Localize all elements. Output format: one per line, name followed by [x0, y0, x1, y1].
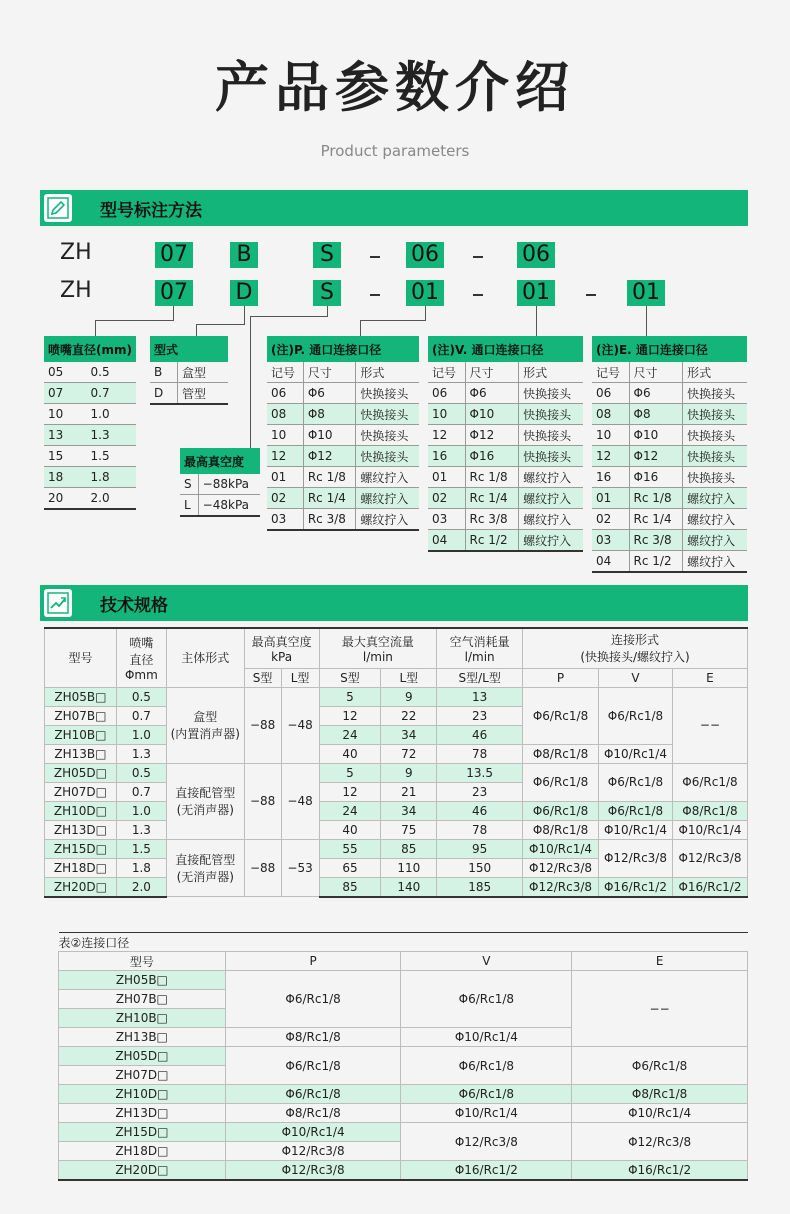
spec-header-nozzle: 喷嘴 直径 Φmm: [116, 628, 166, 687]
table-row: ZH07B□: [59, 990, 748, 1009]
code-port-v-2: 01: [517, 280, 555, 306]
port-e-table-header: (注)E. 通口连接口径: [592, 336, 747, 362]
page-subtitle: Product parameters: [320, 142, 470, 160]
code-dash: [473, 294, 483, 296]
code-dash: [586, 294, 596, 296]
table-row: ZH05D□ Φ6/Rc1/8 Φ6/Rc1/8 Φ6/Rc1/8: [59, 1047, 748, 1066]
code-form-2: D: [230, 280, 258, 306]
chart-icon: [44, 589, 72, 617]
port-size-table: 表②连接口径 型号 P V E ZH05B□ Φ6/Rc1/8 Φ6/Rc1/8 −− ZH07B□ ZH10B□ ZH13B□ Φ8/Rc1/8 Φ10/Rc1/4 ZH05D□ Φ6/Rc1/8 Φ6/Rc1/8 Φ6/Rc1/8 ZH07D□ ZH10D□ Φ6/Rc1/8 Φ6/Rc1/8 Φ8/Rc1/8 ZH13D□ Φ8/Rc1/8 Φ10/Rc1/4 Φ10/Rc1/4 ZH15D□ Φ10/Rc1/4 Φ12/Rc3/8 Φ12/Rc3/8 ZH18D□ Φ12/Rc3/8 ZH20D□ Φ12/Rc3/8 Φ16/Rc1/2 Φ16/Rc1/2: [58, 932, 748, 1181]
nozzle-table-header: 喷嘴直径(mm): [44, 336, 136, 362]
table-row: ZH10B□: [59, 1009, 748, 1028]
table-row: ZH15D□ Φ10/Rc1/4 Φ12/Rc3/8 Φ12/Rc3/8: [59, 1123, 748, 1142]
spec-section-title: 技术规格: [100, 596, 168, 616]
spec-header-body: 主体形式: [166, 628, 244, 687]
code-port-e-2: 01: [627, 280, 665, 306]
table-row: ZH13D□ 1.3 40 75 78 Φ8/Rc1/8 Φ10/Rc1/4 Φ10/Rc1/4: [45, 820, 748, 839]
code-dash: [473, 256, 483, 258]
port-p-table-header: (注)P. 通口连接口径: [267, 336, 419, 362]
nozzle-table: 喷嘴直径(mm) 05 0.5 07 0.7 10 1.0 13 1.3 15 1.5 18 1.8 20 2.0: [44, 336, 136, 510]
table2-caption: 表②连接口径: [59, 933, 748, 952]
port-p-table: (注)P. 通口连接口径 记号 尺寸 形式 06 Φ6 快换接头 08 Φ8 快换接头 10 Φ10 快换接头 12 Φ12 快换接头 01 Rc 1/8 螺纹拧入 02 Rc 1/4 螺纹拧入 03 Rc 3/8 螺纹拧入: [267, 336, 419, 531]
code-vacuum-1: S: [313, 242, 341, 268]
port-v-table-header: (注)V. 通口连接口径: [428, 336, 583, 362]
model-prefix-2: ZH: [60, 278, 92, 303]
spec-table: 型号 喷嘴 直径 Φmm 主体形式 最高真空度 kPa 最大真空流量 l/min 空气消耗量 l/min 连接形式 (快换接头/螺纹拧入) S型 L型 S型 L型 S型/L型 P V E ZH05B□ 0.5 盒型 (内置消声器) −88 −48 5 9 13 Φ6/Rc1/8 Φ6/Rc1/8 −− ZH07B□ 0.7 12 22 23 ZH10B□ 1.0 24 34 46 ZH13B□ 1.3 40 72 78 Φ8/Rc1/8 Φ10/Rc1/4 ZH05D□ 0.5 直接配管型 (无消声器) −88 −48 5 9 13.5 Φ6/Rc1/8 Φ6/Rc1/8 Φ6/Rc1/8 ZH07D□ 0.7 12 21 23 ZH10D□ 1.0 24 34 46 Φ6/Rc1/8 Φ6/Rc1/8 Φ8/Rc1/8 ZH13D□ 1.3 40 75 78 Φ8/Rc1/8 Φ10/Rc1/4 Φ10/Rc1/4 ZH15D□ 1.5 直接配管型 (无消声器) −88 −53 55 85 95 Φ10/Rc1/4 Φ12/Rc3/8 Φ12/Rc3/8 ZH18D□ 1.8 65 110 150 Φ12/Rc3/8 ZH20D□ 2.0 85 140 185 Φ12/Rc3/8 Φ16/Rc1/2 Φ16/Rc1/2: [44, 627, 748, 898]
table-row: ZH20D□ 2.0 85 140 185 Φ12/Rc3/8 Φ16/Rc1/2 Φ16/Rc1/2: [45, 877, 748, 897]
model-prefix-1: ZH: [60, 240, 92, 265]
table-row: ZH05B□ Φ6/Rc1/8 Φ6/Rc1/8 −−: [59, 971, 748, 990]
code-dash: [370, 256, 380, 258]
table-row: ZH20D□ Φ12/Rc3/8 Φ16/Rc1/2 Φ16/Rc1/2: [59, 1161, 748, 1181]
table-row: ZH10D□ 1.0 24 34 46 Φ6/Rc1/8 Φ6/Rc1/8 Φ8/Rc1/8: [45, 801, 748, 820]
code-form-1: B: [230, 242, 258, 268]
code-nozzle-2: 07: [155, 280, 193, 306]
code-port-v-1: 06: [517, 242, 555, 268]
spec-header-flow: 最大真空流量 l/min: [319, 628, 437, 668]
table-row: ZH18D□ Φ12/Rc3/8: [59, 1142, 748, 1161]
table-row: ZH05D□ 0.5 直接配管型 (无消声器) −88 −48 5 9 13.5 Φ6/Rc1/8 Φ6/Rc1/8 Φ6/Rc1/8: [45, 763, 748, 782]
table-row: ZH10D□ Φ6/Rc1/8 Φ6/Rc1/8 Φ8/Rc1/8: [59, 1085, 748, 1104]
code-nozzle-1: 07: [155, 242, 193, 268]
table-row: ZH10B□ 1.0 24 34 46: [45, 725, 748, 744]
table-row: ZH05B□ 0.5 盒型 (内置消声器) −88 −48 5 9 13 Φ6/Rc1/8 Φ6/Rc1/8 −−: [45, 687, 748, 706]
table-row: ZH13D□ Φ8/Rc1/8 Φ10/Rc1/4 Φ10/Rc1/4: [59, 1104, 748, 1123]
page-title: 产品参数介绍: [215, 56, 575, 119]
model-section-title: 型号标注方法: [100, 201, 202, 221]
vacuum-table-header: 最高真空度: [180, 448, 260, 474]
table-row: ZH07B□ 0.7 12 22 23: [45, 706, 748, 725]
code-vacuum-2: S: [313, 280, 341, 306]
spec-header-conn: 连接形式 (快换接头/螺纹拧入): [523, 628, 748, 668]
spec-header-air: 空气消耗量 l/min: [437, 628, 523, 668]
code-port-p-1: 06: [406, 242, 444, 268]
table-row: ZH18D□ 1.8 65 110 150 Φ12/Rc3/8: [45, 858, 748, 877]
spec-header-model: 型号: [45, 628, 117, 687]
table-row: ZH15D□ 1.5 直接配管型 (无消声器) −88 −53 55 85 95 Φ10/Rc1/4 Φ12/Rc3/8 Φ12/Rc3/8: [45, 839, 748, 858]
table-row: ZH07D□ 0.7 12 21 23: [45, 782, 748, 801]
port-e-table: (注)E. 通口连接口径 记号 尺寸 形式 06 Φ6 快换接头 08 Φ8 快换接头 10 Φ10 快换接头 12 Φ12 快换接头 16 Φ16 快换接头 01 Rc 1/8 螺纹拧入 02 Rc 1/4 螺纹拧入 03 Rc 3/8 螺纹拧入 04 Rc 1/2 螺纹拧入: [592, 336, 747, 573]
form-table-header: 型式: [150, 336, 228, 362]
spec-section-bar: [40, 585, 748, 621]
vacuum-table: 最高真空度 S −88kPa L −48kPa: [180, 448, 260, 517]
table-row: ZH13B□ 1.3 40 72 78 Φ8/Rc1/8 Φ10/Rc1/4: [45, 744, 748, 763]
code-port-p-2: 01: [406, 280, 444, 306]
table-row: ZH13B□ Φ8/Rc1/8 Φ10/Rc1/4: [59, 1028, 748, 1047]
pencil-icon: [44, 194, 72, 222]
spec-header-vacuum: 最高真空度 kPa: [244, 628, 319, 668]
port-v-table: (注)V. 通口连接口径 记号 尺寸 形式 06 Φ6 快换接头 10 Φ10 快换接头 12 Φ12 快换接头 16 Φ16 快换接头 01 Rc 1/8 螺纹拧入 02 Rc 1/4 螺纹拧入 03 Rc 3/8 螺纹拧入 04 Rc 1/2 螺纹拧入: [428, 336, 583, 552]
form-table: 型式 B 盒型 D 管型: [150, 336, 228, 405]
table-row: ZH07D□: [59, 1066, 748, 1085]
model-section-bar: [40, 190, 748, 226]
code-dash: [370, 294, 380, 296]
